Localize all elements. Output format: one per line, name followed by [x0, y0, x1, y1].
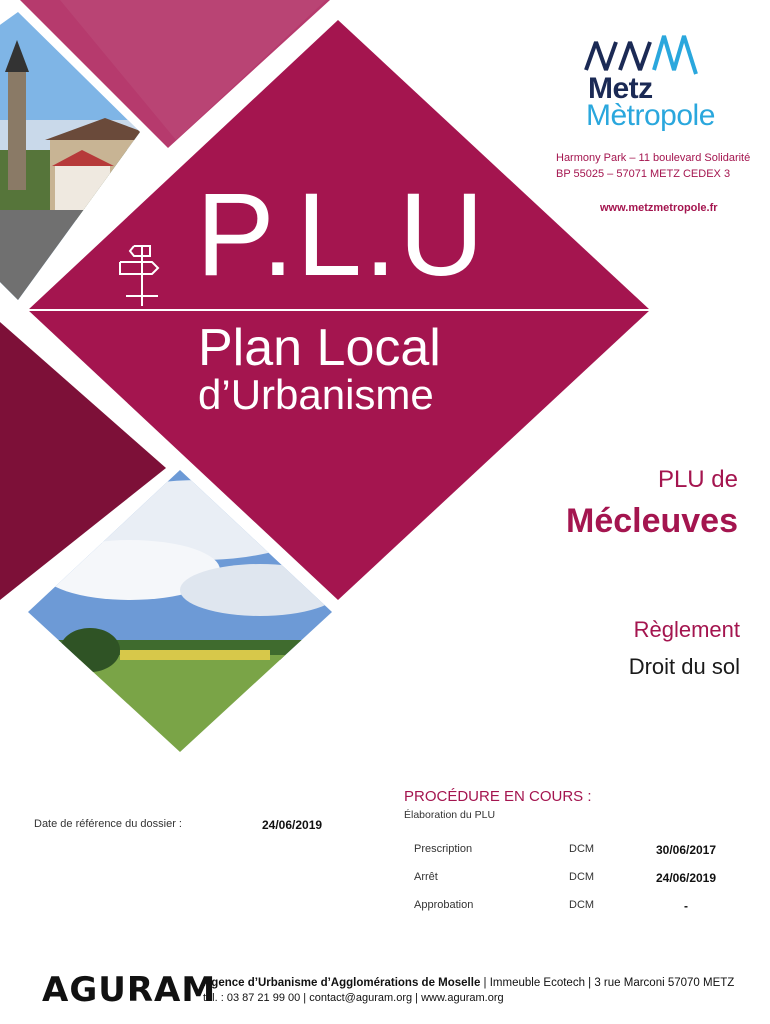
procedure-step: Arrêt	[414, 871, 438, 883]
procedure-type: DCM	[569, 871, 595, 883]
address-line-2: BP 55025 – 57071 METZ CEDEX 3	[556, 168, 731, 180]
procedure-step: Approbation	[414, 899, 474, 911]
commune-prefix: PLU de	[657, 466, 738, 493]
procedure-row	[414, 871, 744, 887]
aguram-logo-icon: AGURAM	[42, 970, 217, 1010]
procedure-subtitle: Élaboration du PLU	[404, 809, 496, 821]
website-link[interactable]: www.metzmetropole.fr	[600, 202, 718, 214]
reference-date-label: Date de référence du dossier :	[34, 818, 182, 830]
procedure-type: DCM	[569, 843, 595, 855]
plu-acronym-title: P.L.U	[196, 169, 486, 301]
footer-org-address: | Immeuble Ecotech | 3 rue Marconi 57070 METZ	[480, 977, 735, 989]
procedure-date: 30/06/2017	[655, 843, 717, 857]
procedure-date: 24/06/2019	[655, 871, 717, 885]
metz-logo-text: Metz	[588, 72, 653, 105]
procedure-title: PROCÉDURE EN COURS :	[404, 788, 592, 805]
footer-org-name: Agence d’Urbanisme d’Agglomérations de Moselle	[203, 977, 481, 989]
footer-org-line	[203, 977, 734, 989]
procedure-row	[414, 843, 744, 859]
document-type: Règlement	[633, 617, 740, 642]
procedure-type: DCM	[569, 899, 595, 911]
procedure-row	[414, 899, 744, 915]
plu-full-title-line2: d’Urbanisme	[198, 371, 434, 418]
address-line-1: Harmony Park – 11 boulevard Solidarité	[556, 152, 751, 164]
plu-full-title-line1: Plan Local	[198, 319, 441, 377]
reference-date-value: 24/06/2019	[262, 818, 323, 832]
document-subtitle: Droit du sol	[628, 654, 740, 679]
metropole-logo-text: Mètropole	[586, 99, 715, 132]
procedure-date: -	[684, 899, 688, 913]
procedure-step: Prescription	[414, 843, 473, 855]
footer-contact: tél. : 03 87 21 99 00 | contact@aguram.org | www.aguram.org	[203, 992, 504, 1004]
commune-name: Mécleuves	[566, 502, 738, 540]
